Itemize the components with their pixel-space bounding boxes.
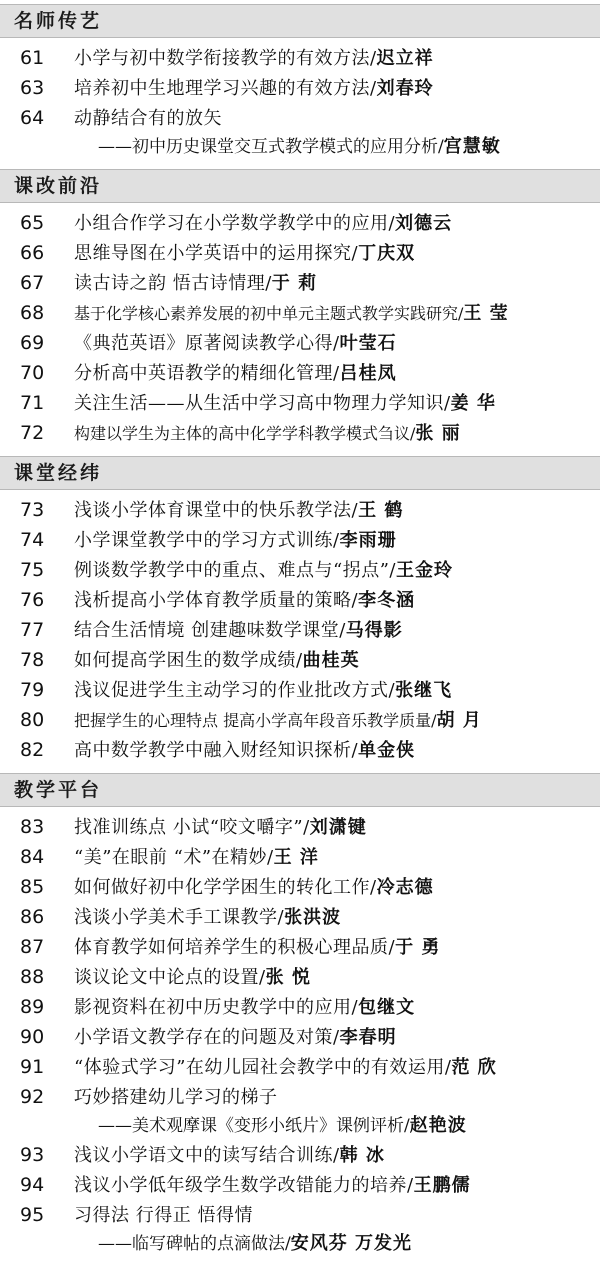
page-number: 93 bbox=[20, 1144, 45, 1166]
section-heading: 课堂经纬 bbox=[0, 456, 600, 490]
page-number: 66 bbox=[20, 242, 45, 264]
entry-author: 张继飞 bbox=[395, 680, 453, 701]
toc-entry[interactable] bbox=[0, 992, 600, 1022]
toc-entry[interactable] bbox=[0, 495, 600, 525]
entry-author: 单金侠 bbox=[358, 740, 416, 761]
entry-author: 冷志德 bbox=[376, 877, 434, 898]
page-number: 64 bbox=[20, 107, 45, 129]
entry-author: 张 悦 bbox=[265, 967, 311, 988]
entry-title: 浅析提高小学体育教学质量的策略/ bbox=[74, 590, 359, 611]
entry-author: 王鹏儒 bbox=[413, 1175, 471, 1196]
entry-author: 丁庆双 bbox=[358, 243, 416, 264]
entry-title: 巧妙搭建幼儿学习的梯子 bbox=[74, 1087, 278, 1108]
entry-title: “美”在眼前 “术”在精妙/ bbox=[74, 847, 274, 868]
page-number: 63 bbox=[20, 77, 45, 99]
page-number: 92 bbox=[20, 1086, 45, 1108]
toc-entry[interactable] bbox=[0, 705, 600, 735]
toc-section bbox=[0, 456, 600, 765]
entry-title: 小学语文教学存在的问题及对策/ bbox=[74, 1027, 340, 1048]
entry-title: 如何做好初中化学学困生的转化工作/ bbox=[74, 877, 377, 898]
entry-title: 培养初中生地理学习兴趣的有效方法/ bbox=[74, 78, 377, 99]
entry-author: 叶莹石 bbox=[339, 333, 397, 354]
toc-entry[interactable] bbox=[0, 388, 600, 418]
toc-entry[interactable] bbox=[0, 1200, 600, 1230]
entry-author: 于 莉 bbox=[271, 273, 318, 294]
toc-entry[interactable] bbox=[0, 208, 600, 238]
toc-entry[interactable] bbox=[0, 902, 600, 932]
page-number: 80 bbox=[20, 709, 45, 731]
entry-title: 把握学生的心理特点 提高小学高年段音乐教学质量/ bbox=[74, 711, 437, 730]
entry-author: 宫慧敏 bbox=[443, 136, 501, 157]
page-number: 71 bbox=[20, 392, 45, 414]
section-heading: 教学平台 bbox=[0, 773, 600, 807]
toc-entry[interactable] bbox=[0, 1140, 600, 1170]
entry-subtitle bbox=[0, 1112, 600, 1140]
entry-author: 范 欣 bbox=[451, 1057, 497, 1078]
entry-author: 张洪波 bbox=[284, 907, 342, 928]
toc-entry[interactable] bbox=[0, 872, 600, 902]
entry-title: 浅谈小学美术手工课教学/ bbox=[74, 907, 285, 928]
entry-author: 迟立祥 bbox=[376, 48, 434, 69]
page-number: 75 bbox=[20, 559, 45, 581]
entry-title: 高中数学教学中融入财经知识探析/ bbox=[74, 740, 359, 761]
page-number: 74 bbox=[20, 529, 45, 551]
toc-entry[interactable] bbox=[0, 525, 600, 555]
toc-entry[interactable] bbox=[0, 932, 600, 962]
page-number: 67 bbox=[20, 272, 45, 294]
entry-subtitle bbox=[0, 133, 600, 161]
entry-title: 找准训练点 小试“咬文嚼字”/ bbox=[74, 817, 310, 838]
toc-entry[interactable] bbox=[0, 73, 600, 103]
toc-entry[interactable] bbox=[0, 615, 600, 645]
page-number: 86 bbox=[20, 906, 45, 928]
entry-subtitle bbox=[0, 1230, 600, 1258]
toc-entry[interactable] bbox=[0, 268, 600, 298]
entry-title: 例谈数学教学中的重点、难点与“拐点”/ bbox=[74, 560, 396, 581]
entry-title: 构建以学生为主体的高中化学学科教学模式刍议/ bbox=[74, 424, 416, 443]
entry-author: 李冬涵 bbox=[358, 590, 416, 611]
page-number: 90 bbox=[20, 1026, 45, 1048]
toc-entry[interactable] bbox=[0, 735, 600, 765]
entry-title: 浅谈小学体育课堂中的快乐教学法/ bbox=[74, 500, 359, 521]
toc-entry[interactable] bbox=[0, 962, 600, 992]
page-number: 61 bbox=[20, 47, 45, 69]
toc-entry[interactable] bbox=[0, 1082, 600, 1112]
page-number: 70 bbox=[20, 362, 45, 384]
entry-title: 结合生活情境 创建趣味数学课堂/ bbox=[74, 620, 346, 641]
page-number: 78 bbox=[20, 649, 45, 671]
toc-section bbox=[0, 773, 600, 1258]
entry-author: 曲桂英 bbox=[302, 650, 360, 671]
entry-author: 刘潇键 bbox=[309, 817, 367, 838]
entry-title: 浅议促进学生主动学习的作业批改方式/ bbox=[74, 680, 396, 701]
entry-title: 影视资料在初中历史教学中的应用/ bbox=[74, 997, 359, 1018]
section-heading: 课改前沿 bbox=[0, 169, 600, 203]
page-number: 79 bbox=[20, 679, 45, 701]
page-number: 73 bbox=[20, 499, 45, 521]
entry-title: 体育教学如何培养学生的积极心理品质/ bbox=[74, 937, 396, 958]
toc-entry[interactable] bbox=[0, 812, 600, 842]
page-number: 76 bbox=[20, 589, 45, 611]
entry-author: 王金玲 bbox=[395, 560, 453, 581]
entry-author: 刘春玲 bbox=[376, 78, 434, 99]
page-number: 89 bbox=[20, 996, 45, 1018]
toc-entry[interactable] bbox=[0, 43, 600, 73]
subtitle-text: ——初中历史课堂交互式教学模式的应用分析/ bbox=[98, 137, 444, 157]
page-number: 87 bbox=[20, 936, 45, 958]
entry-title: 小学与初中数学衔接教学的有效方法/ bbox=[74, 48, 377, 69]
page-number: 88 bbox=[20, 966, 45, 988]
entry-author: 马得影 bbox=[345, 620, 403, 641]
entry-title: 浅议小学语文中的读写结合训练/ bbox=[74, 1145, 340, 1166]
entry-author: 赵艳波 bbox=[409, 1115, 467, 1136]
entry-title: 读古诗之韵 悟古诗情理/ bbox=[74, 273, 272, 294]
entry-author: 李雨珊 bbox=[339, 530, 397, 551]
page-number: 85 bbox=[20, 876, 45, 898]
toc-entry[interactable] bbox=[0, 238, 600, 268]
entry-title: 分析高中英语教学的精细化管理/ bbox=[74, 363, 340, 384]
page-number: 69 bbox=[20, 332, 45, 354]
entry-author: 包继文 bbox=[358, 997, 416, 1018]
toc-section bbox=[0, 169, 600, 448]
toc-entry[interactable] bbox=[0, 1052, 600, 1082]
page-number: 95 bbox=[20, 1204, 45, 1226]
entry-title: 习得法 行得正 悟得情 bbox=[74, 1205, 253, 1226]
entry-author: 于 勇 bbox=[395, 937, 441, 958]
page-number: 84 bbox=[20, 846, 45, 868]
entry-author: 刘德云 bbox=[395, 213, 453, 234]
entry-title: 浅议小学低年级学生数学改错能力的培养/ bbox=[74, 1175, 414, 1196]
entry-author: 张 丽 bbox=[415, 423, 461, 444]
page-number: 72 bbox=[20, 422, 45, 444]
entry-title: 小学课堂教学中的学习方式训练/ bbox=[74, 530, 340, 551]
entry-title: 如何提高学困生的数学成绩/ bbox=[74, 650, 303, 671]
entry-author: 王 莹 bbox=[463, 303, 509, 324]
toc-entry[interactable] bbox=[0, 585, 600, 615]
table-of-contents bbox=[0, 4, 600, 1266]
toc-entry[interactable] bbox=[0, 298, 600, 328]
entry-title: 小组合作学习在小学数学教学中的应用/ bbox=[74, 213, 396, 234]
page-number: 77 bbox=[20, 619, 45, 641]
entry-author: 王 鹤 bbox=[358, 500, 404, 521]
toc-entry[interactable] bbox=[0, 1022, 600, 1052]
toc-entry[interactable] bbox=[0, 1170, 600, 1200]
toc-entry[interactable] bbox=[0, 358, 600, 388]
entry-title: 《典范英语》原著阅读教学心得/ bbox=[74, 333, 340, 354]
entry-title: 思维导图在小学英语中的运用探究/ bbox=[74, 243, 359, 264]
page-number: 82 bbox=[20, 739, 45, 761]
entry-author: 李春明 bbox=[339, 1027, 397, 1048]
toc-entry[interactable] bbox=[0, 418, 600, 448]
toc-entry[interactable] bbox=[0, 328, 600, 358]
toc-entry[interactable] bbox=[0, 103, 600, 133]
page-number: 68 bbox=[20, 302, 45, 324]
entry-title: 动静结合有的放矢 bbox=[74, 108, 222, 129]
section-heading: 名师传艺 bbox=[0, 4, 600, 38]
entry-author: 胡 月 bbox=[436, 710, 482, 731]
entry-title: 关注生活——从生活中学习高中物理力学知识/ bbox=[74, 393, 451, 414]
toc-entry[interactable] bbox=[0, 645, 600, 675]
entry-author: 姜 华 bbox=[450, 393, 496, 414]
entry-author: 王 洋 bbox=[273, 847, 319, 868]
entry-author: 安风芬 万发光 bbox=[290, 1233, 413, 1254]
entry-author: 韩 冰 bbox=[339, 1145, 385, 1166]
toc-entry[interactable] bbox=[0, 842, 600, 872]
toc-section bbox=[0, 4, 600, 161]
subtitle-text: ——美术观摩课《变形小纸片》课例评析/ bbox=[98, 1116, 410, 1136]
page-number: 65 bbox=[20, 212, 45, 234]
subtitle-text: ——临写碑帖的点滴做法/ bbox=[98, 1234, 291, 1254]
entry-title: “体验式学习”在幼儿园社会教学中的有效运用/ bbox=[74, 1057, 452, 1078]
entry-author: 吕桂凤 bbox=[339, 363, 397, 384]
page-number: 91 bbox=[20, 1056, 45, 1078]
page-number: 83 bbox=[20, 816, 45, 838]
page-number: 94 bbox=[20, 1174, 45, 1196]
toc-entry[interactable] bbox=[0, 675, 600, 705]
toc-entry[interactable] bbox=[0, 555, 600, 585]
entry-title: 谈议论文中论点的设置/ bbox=[74, 967, 266, 988]
entry-title: 基于化学核心素养发展的初中单元主题式教学实践研究/ bbox=[74, 304, 464, 323]
